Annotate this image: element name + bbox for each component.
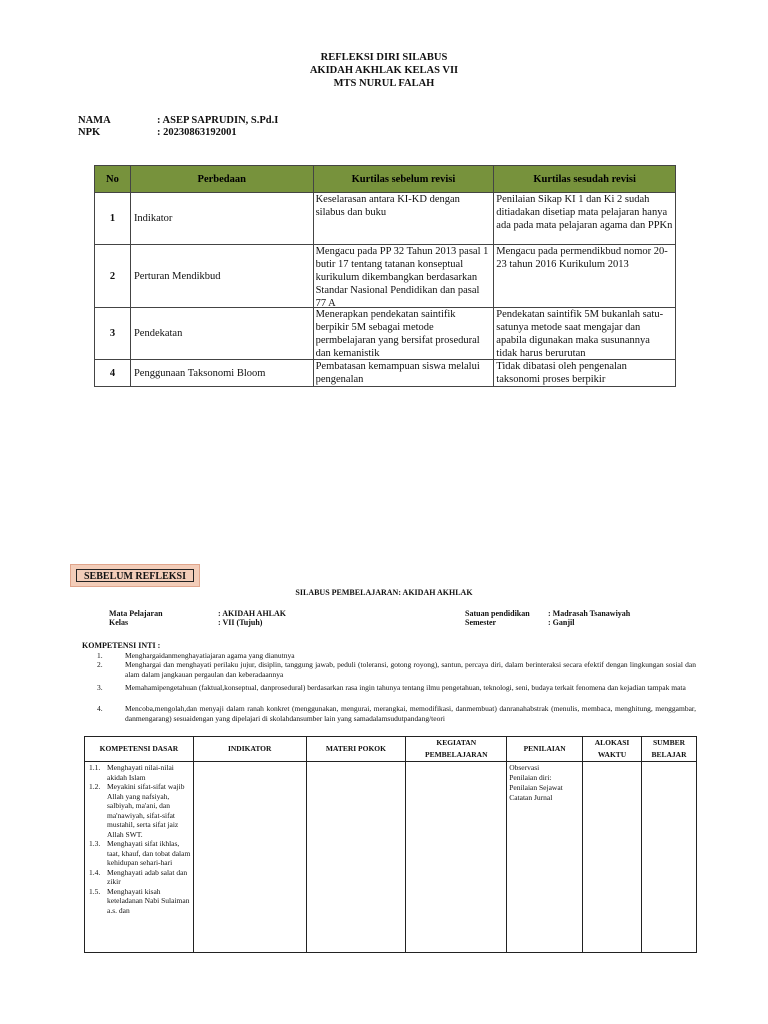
header-no: No bbox=[95, 166, 131, 193]
kd-item bbox=[87, 839, 191, 868]
penilaian-cell bbox=[507, 762, 583, 953]
kd-item bbox=[87, 868, 191, 887]
row-aspect: Indikator bbox=[130, 193, 313, 245]
syllabus-title: SILABUS PEMBELAJARAN: AKIDAH AKHLAK bbox=[295, 588, 473, 597]
row-after-text: Penilaian Sikap KI 1 dan Ki 2 sudah ditiadakan disetiap mata pelajaran hanya ada pada mata pelajaran agama dan PPKn bbox=[496, 194, 673, 231]
title-line-1: REFLEKSI DIRI SILABUS bbox=[320, 52, 448, 63]
header-sumber: SUMBER BELAJAR bbox=[642, 737, 697, 762]
row-after bbox=[494, 193, 676, 245]
kelas-value: : VII (Tujuh) bbox=[218, 618, 263, 627]
row-after bbox=[494, 360, 676, 387]
name-label: NAMA bbox=[78, 115, 111, 126]
row-before bbox=[313, 308, 494, 360]
kd-text: Menghayati sifat ikhlas, taat, khauf, dan tobat dalam kehidupan sehari-hari bbox=[107, 839, 191, 867]
semester-value: : Ganjil bbox=[548, 618, 575, 627]
row-after bbox=[494, 308, 676, 360]
kd-number: 1.4. bbox=[89, 867, 101, 877]
row-aspect: Penggunaan Taksonomi Bloom bbox=[130, 360, 313, 387]
materi-cell bbox=[306, 762, 406, 953]
kd-text: Menghayati kisah keteladanan Nabi Sulaiman a.s. dan bbox=[107, 886, 190, 915]
row-after-text: Mengacu pada permendikbud nomor 20-23 tahun 2016 Kurikulum 2013 bbox=[496, 246, 668, 270]
ki-text: Memahamipengetahuan (faktual,konseptual, danprosedural) berdasarkan rasa ingin tahunya tentang ilmu pengetahuan, teknologi, seni, budaya terkait fenomena dan kejadian tampak mata bbox=[125, 683, 686, 692]
title-line-3: MTS NURUL FALAH bbox=[333, 78, 435, 89]
semester-label: Semester bbox=[465, 618, 497, 627]
header-kompetensi-dasar: KOMPETENSI DASAR bbox=[85, 737, 194, 762]
penilaian-item: Catatan Jurnal bbox=[509, 793, 553, 802]
kd-number: 1.5. bbox=[89, 886, 101, 896]
document-title bbox=[0, 51, 768, 90]
ki-text: Menghargaidanmenghayatiajaran agama yang dianutnya bbox=[125, 651, 295, 660]
row-after bbox=[494, 245, 676, 308]
kd-number: 1.2. bbox=[89, 782, 101, 791]
section-label: SEBELUM REFLEKSI bbox=[76, 569, 194, 582]
penilaian-item: Penilaian diri: bbox=[509, 773, 552, 782]
kd-text: Menghayati nilai-nilai akidah Islam bbox=[107, 763, 174, 782]
sumber-cell bbox=[642, 762, 697, 953]
row-aspect: Pendekatan bbox=[130, 308, 313, 360]
row-before bbox=[313, 360, 494, 387]
npk-row bbox=[78, 127, 237, 139]
row-aspect: Perturan Mendikbud bbox=[130, 245, 313, 308]
mapel-label: Mata Pelajaran bbox=[109, 609, 163, 618]
kelas-label: Kelas bbox=[109, 618, 129, 627]
row-after-text: Pendekatan saintifik 5M bukanlah satu-satunya metode saat mengajar dan apabila digunakan maka susunannya tidak harus berurutan bbox=[496, 309, 664, 359]
ki-text: Menghargai dan menghayati perilaku jujur, disiplin, tanggung jawab, peduli (toleransi, gotong royong), santun, percaya diri, dalam berinteraksi secara efektif dengan lingkungan sosial dan alam dalam jangkauan pergaulan dan keberadaannya bbox=[125, 660, 696, 679]
header-perbedaan: Perbedaan bbox=[130, 166, 313, 193]
table-row bbox=[95, 308, 676, 360]
ki-item bbox=[82, 683, 696, 693]
npk-label: NPK bbox=[78, 127, 101, 138]
syllabus-row bbox=[85, 762, 697, 953]
comparison-table bbox=[94, 165, 676, 387]
kd-text: Meyakini sifat-sifat wajib Allah yang nafsiyah, salbiyah, ma'ani, dan ma'nawiyah, sifat-sifat mustahil, serta sifat jaiz Allah SWT. bbox=[107, 782, 185, 839]
syllabus-table bbox=[84, 736, 697, 953]
section-label-box bbox=[70, 564, 200, 587]
row-after-text: Tidak dibatasi oleh pengenalan taksonomi proses berpikir bbox=[496, 361, 627, 385]
kd-text: Menghayati adab salat dan zikir bbox=[107, 867, 188, 886]
ki-title: KOMPETENSI INTI : bbox=[82, 641, 161, 650]
row-before-text: Menerapkan pendekatan saintifik berpikir 5M sebagai metode permbelajaran yang bersifat prosedural dan kemanistik bbox=[315, 309, 480, 359]
kd-item bbox=[87, 763, 191, 782]
alokasi-cell bbox=[583, 762, 642, 953]
kd-item bbox=[87, 782, 191, 839]
kd-item bbox=[87, 887, 191, 916]
penilaian-item: Observasi bbox=[509, 763, 540, 772]
ki-item bbox=[82, 660, 696, 679]
kd-number: 1.3. bbox=[89, 839, 101, 848]
ki-item bbox=[82, 704, 696, 723]
header-before: Kurtilas sebelum revisi bbox=[313, 166, 494, 193]
kd-cell bbox=[85, 762, 194, 953]
header-alokasi: ALOKASI WAKTU bbox=[583, 737, 642, 762]
penilaian-item: Penilaian Sejawat bbox=[509, 783, 563, 792]
row-number: 2 bbox=[95, 245, 131, 308]
row-number: 3 bbox=[95, 308, 131, 360]
ki-number: 3. bbox=[97, 683, 103, 692]
table-row bbox=[95, 193, 676, 245]
name-value: : ASEP SAPRUDIN, S.Pd.I bbox=[157, 115, 279, 126]
header-kegiatan: KEGIATAN PEMBELAJARAN bbox=[406, 737, 507, 762]
comparison-header-row bbox=[95, 166, 676, 193]
table-row bbox=[95, 360, 676, 387]
mapel-value: : AKIDAH AHLAK bbox=[218, 609, 287, 618]
name-row bbox=[78, 115, 278, 127]
row-before-text: Mengacu pada PP 32 Tahun 2013 pasal 1 butir 17 tentang tatanan konseptual kurikulum dikembangkan berdasarkan Standar Nasional Pendidikan dan pasal 77 A bbox=[315, 246, 489, 307]
row-before bbox=[313, 245, 494, 308]
header-indikator: INDIKATOR bbox=[193, 737, 306, 762]
satuan-label: Satuan pendidikan bbox=[465, 609, 530, 618]
ki-text: Mencoba,mengolah,dan menyaji dalam ranah konkret (menggunakan, mengurai, merangkai, memodifikasi, danmembuat) danranahabstrak (menulis, membaca, menghitung, menggambar, danmengarang) sesuaidengan yang dipelajari di skolahdansumber lain yang samadalamsudutpandang/teori bbox=[125, 704, 696, 723]
header-after: Kurtilas sesudah revisi bbox=[494, 166, 676, 193]
table-row bbox=[95, 245, 676, 308]
header-penilaian: PENILAIAN bbox=[507, 737, 583, 762]
indikator-cell bbox=[193, 762, 306, 953]
kd-number: 1.1. bbox=[89, 763, 101, 772]
header-materi-pokok: MATERI POKOK bbox=[306, 737, 406, 762]
npk-value: : 20230863192001 bbox=[157, 127, 237, 138]
syllabus-header-row bbox=[85, 737, 697, 762]
row-number: 4 bbox=[95, 360, 131, 387]
ki-number: 4. bbox=[97, 704, 103, 713]
kegiatan-cell bbox=[406, 762, 507, 953]
row-before bbox=[313, 193, 494, 245]
row-before-text: Keselarasan antara KI-KD dengan silabus dan buku bbox=[315, 194, 460, 218]
row-number: 1 bbox=[95, 193, 131, 245]
satuan-value: : Madrasah Tsanawiyah bbox=[548, 609, 631, 618]
ki-number: 1. bbox=[97, 651, 103, 660]
ki-number: 2. bbox=[97, 660, 103, 669]
title-line-2: AKIDAH AKHLAK KELAS VII bbox=[309, 65, 459, 76]
row-before-text: Pembatasan kemampuan siswa melalui pengenalan bbox=[315, 361, 480, 385]
